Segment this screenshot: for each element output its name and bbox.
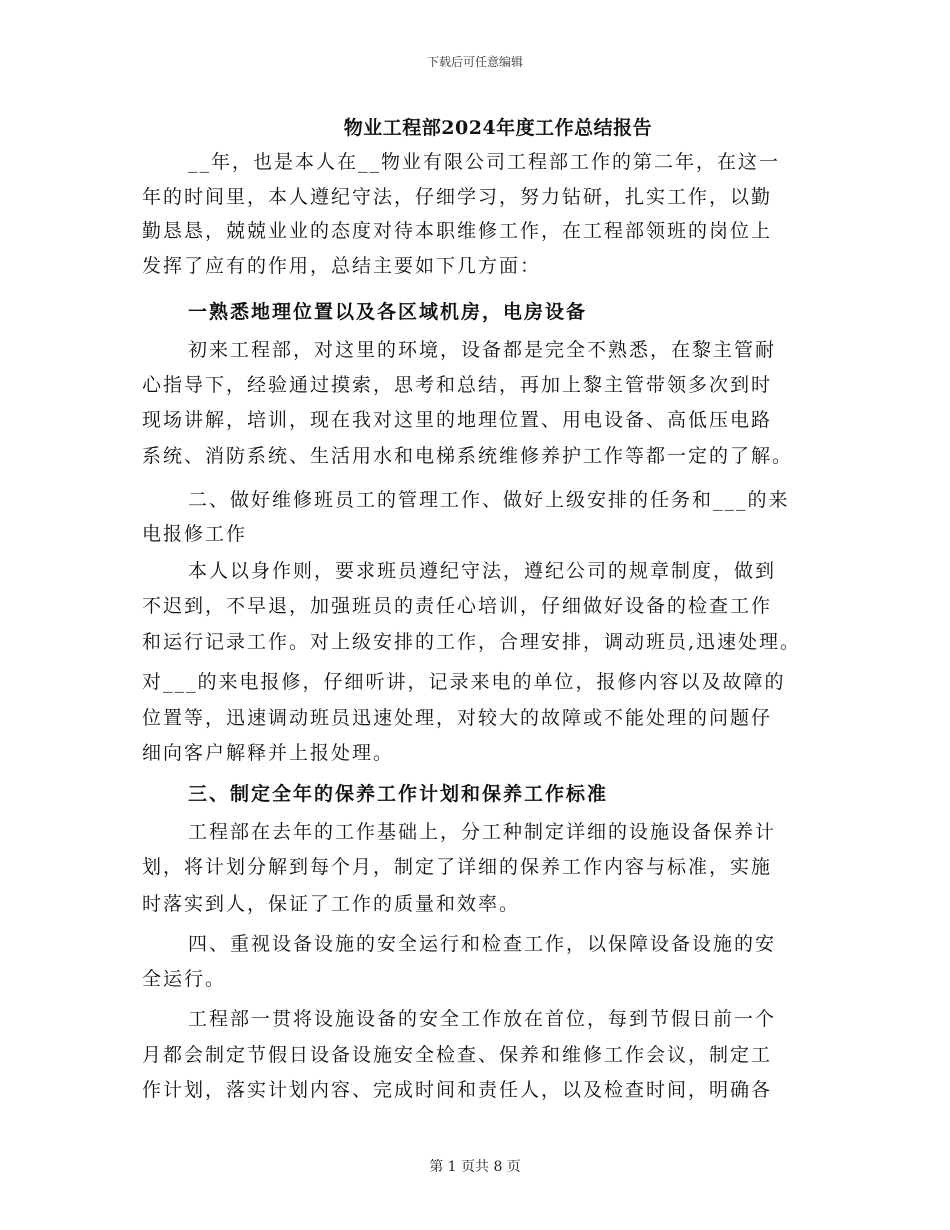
paragraph-line: __年，也是本人在__物业有限公司工程部工作的第二年，在这一 xyxy=(188,151,781,173)
document-title: 物业工程部2024年度工作总结报告 xyxy=(343,117,653,139)
paragraph-line: 和运行记录工作。对上级安排的工作，合理安排，调动班员,迅速处理。 xyxy=(142,631,802,653)
paragraph-line: 本人以身作则，要求班员遵纪守法，遵纪公司的规章制度，做到 xyxy=(188,560,777,582)
paragraph-line: 系统、消防系统、生活用水和电梯系统维修养护工作等都一定的了解。 xyxy=(142,445,794,467)
paragraph-line: 心指导下，经验通过摸索，思考和总结，再加上黎主管带领多次到时 xyxy=(142,374,773,396)
page-number-footer: 第 1 页共 8 页 xyxy=(429,1159,521,1175)
paragraph-line: 作计划，落实计划内容、完成时间和责任人，以及检查时间，明确各 xyxy=(142,1079,773,1101)
paragraph-line: 月都会制定节假日设备设施安全检查、保养和维修工作会议，制定工 xyxy=(142,1044,773,1066)
paragraph-line: 电报修工作 xyxy=(142,523,248,545)
paragraph-line: 现场讲解，培训，现在我对这里的地理位置、用电设备、高低压电路 xyxy=(142,409,773,431)
paragraph-line: 不迟到，不早退，加强班员的责任心培训，仔细做好设备的检查工作 xyxy=(142,595,773,617)
section-heading: 一熟悉地理位置以及各区域机房，电房设备 xyxy=(188,301,588,323)
section-heading: 二、做好维修班员工的管理工作、做好上级安排的任务和___的来 xyxy=(188,489,790,511)
paragraph-line: 细向客户解释并上报处理。 xyxy=(142,742,395,764)
paragraph-line: 对___的来电报修，仔细听讲，记录来电的单位，报修内容以及故障的 xyxy=(142,671,786,693)
paragraph-line: 全运行。 xyxy=(142,968,227,990)
paragraph-line: 年的时间里，本人遵纪守法，仔细学习，努力钻研，扎实工作，以勤 xyxy=(142,186,773,208)
paragraph-line: 发挥了应有的作用，总结主要如下几方面： xyxy=(142,255,542,277)
paragraph-line: 初来工程部，对这里的环境，设备都是完全不熟悉，在黎主管耐 xyxy=(188,339,777,361)
header-note: 下载后可任意编辑 xyxy=(426,55,523,69)
paragraph-line: 工程部在去年的工作基础上，分工种制定详细的设施设备保养计 xyxy=(188,821,777,843)
section-heading: 四、重视设备设施的安全运行和检查工作，以保障设备设施的安 xyxy=(188,933,777,955)
paragraph-line: 位置等，迅速调动班员迅速处理，对较大的故障或不能处理的问题仔 xyxy=(142,707,773,729)
paragraph-line: 时落实到人，保证了工作的质量和效率。 xyxy=(142,893,521,915)
paragraph-line: 工程部一贯将设施设备的安全工作放在首位，每到节假日前一个 xyxy=(188,1008,777,1030)
section-heading: 三、制定全年的保养工作计划和保养工作标准 xyxy=(188,783,609,805)
paragraph-line: 划，将计划分解到每个月，制定了详细的保养工作内容与标准，实施 xyxy=(142,856,773,878)
paragraph-line: 勤恳恳，兢兢业业的态度对待本职维修工作，在工程部领班的岗位上 xyxy=(142,220,773,242)
